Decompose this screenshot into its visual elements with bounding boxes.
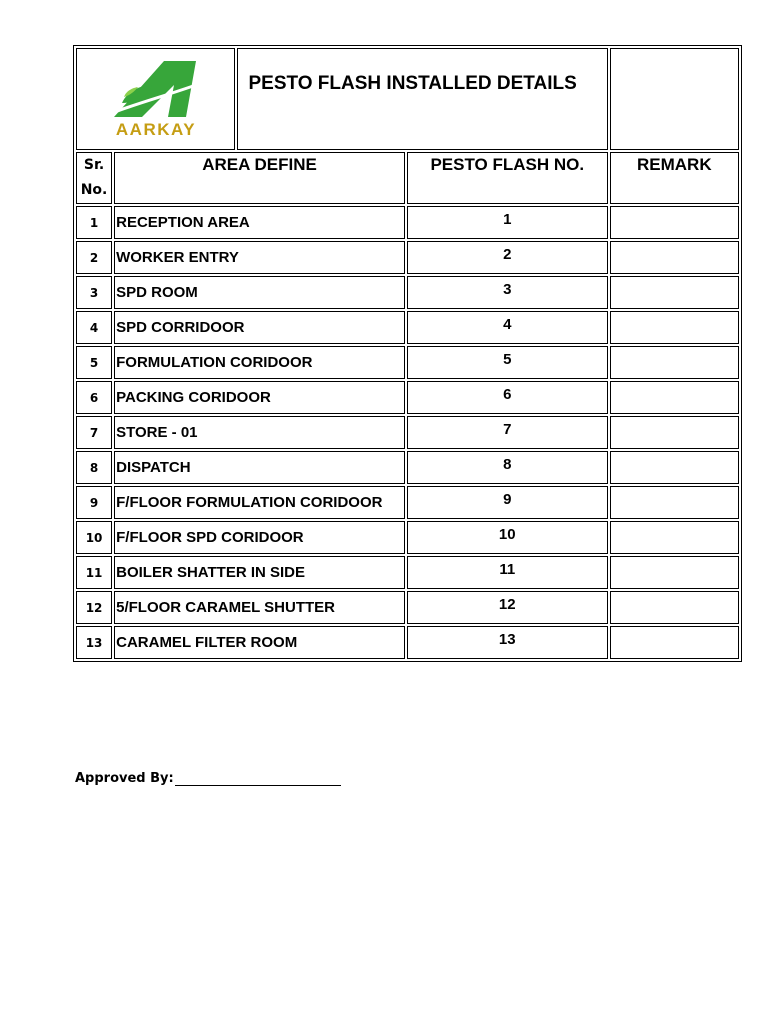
- row-flash-no: 6: [407, 381, 608, 414]
- row-sr-no: 3: [76, 276, 112, 309]
- row-sr-no: 11: [76, 556, 112, 589]
- header-row-title: [76, 48, 739, 150]
- table-row: [76, 276, 739, 309]
- row-flash-no: 10: [407, 521, 608, 554]
- logo-wordmark: AARKAY: [115, 119, 196, 139]
- approved-by-label: Approved By:: [75, 771, 174, 786]
- row-area: F/FLOOR FORMULATION CORIDOOR: [114, 486, 405, 519]
- row-area: PACKING CORIDOOR: [114, 381, 405, 414]
- row-area: CARAMEL FILTER ROOM: [114, 626, 405, 659]
- table-row: [76, 486, 739, 519]
- aarkay-logo: [108, 55, 204, 139]
- row-sr-no: 5: [76, 346, 112, 379]
- row-sr-no: 9: [76, 486, 112, 519]
- document-sheet: [73, 45, 742, 662]
- row-area: DISPATCH: [114, 451, 405, 484]
- row-flash-no: 8: [407, 451, 608, 484]
- header-sr-no: [76, 152, 112, 204]
- row-area: RECEPTION AREA: [114, 206, 405, 239]
- row-sr-no: 1: [76, 206, 112, 239]
- row-remark: [610, 556, 739, 589]
- row-area: SPD CORRIDOOR: [114, 311, 405, 344]
- row-flash-no: 9: [407, 486, 608, 519]
- row-flash-no: 5: [407, 346, 608, 379]
- table-row: [76, 451, 739, 484]
- row-remark: [610, 416, 739, 449]
- signature-line: [175, 771, 341, 786]
- row-area: STORE - 01: [114, 416, 405, 449]
- row-flash-no: 1: [407, 206, 608, 239]
- header-sr-line2: No.: [80, 182, 108, 198]
- header-pesto-flash-no: PESTO FLASH NO.: [407, 152, 608, 204]
- row-remark: [610, 381, 739, 414]
- details-table: [73, 45, 742, 662]
- row-sr-no: 4: [76, 311, 112, 344]
- row-area: WORKER ENTRY: [114, 241, 405, 274]
- title-blank-cell: [610, 48, 739, 150]
- table-row: [76, 591, 739, 624]
- row-sr-no: 8: [76, 451, 112, 484]
- column-header-row: [76, 152, 739, 204]
- row-remark: [610, 521, 739, 554]
- table-row: [76, 521, 739, 554]
- row-flash-no: 2: [407, 241, 608, 274]
- header-sr-line1: Sr.: [83, 157, 105, 173]
- row-remark: [610, 591, 739, 624]
- approved-by: [75, 771, 341, 786]
- row-remark: [610, 346, 739, 379]
- header-remark: REMARK: [610, 152, 739, 204]
- row-remark: [610, 486, 739, 519]
- table-row: [76, 626, 739, 659]
- row-sr-no: 13: [76, 626, 112, 659]
- logo-cell: [76, 48, 235, 150]
- table-row: [76, 416, 739, 449]
- table-row: [76, 381, 739, 414]
- table-row: [76, 556, 739, 589]
- row-flash-no: 13: [407, 626, 608, 659]
- row-sr-no: 2: [76, 241, 112, 274]
- table-row: [76, 241, 739, 274]
- header-area-define: AREA DEFINE: [114, 152, 405, 204]
- document-title: PESTO FLASH INSTALLED DETAILS: [237, 48, 607, 150]
- row-sr-no: 7: [76, 416, 112, 449]
- row-flash-no: 12: [407, 591, 608, 624]
- row-flash-no: 7: [407, 416, 608, 449]
- row-flash-no: 4: [407, 311, 608, 344]
- row-remark: [610, 276, 739, 309]
- row-flash-no: 11: [407, 556, 608, 589]
- row-area: FORMULATION CORIDOOR: [114, 346, 405, 379]
- row-area: SPD ROOM: [114, 276, 405, 309]
- row-sr-no: 6: [76, 381, 112, 414]
- table-row: [76, 346, 739, 379]
- row-remark: [610, 241, 739, 274]
- table-row: [76, 311, 739, 344]
- row-sr-no: 12: [76, 591, 112, 624]
- row-area: 5/FLOOR CARAMEL SHUTTER: [114, 591, 405, 624]
- table-row: [76, 206, 739, 239]
- row-remark: [610, 206, 739, 239]
- row-remark: [610, 451, 739, 484]
- row-remark: [610, 311, 739, 344]
- row-area: BOILER SHATTER IN SIDE: [114, 556, 405, 589]
- row-remark: [610, 626, 739, 659]
- row-area: F/FLOOR SPD CORIDOOR: [114, 521, 405, 554]
- row-sr-no: 10: [76, 521, 112, 554]
- row-flash-no: 3: [407, 276, 608, 309]
